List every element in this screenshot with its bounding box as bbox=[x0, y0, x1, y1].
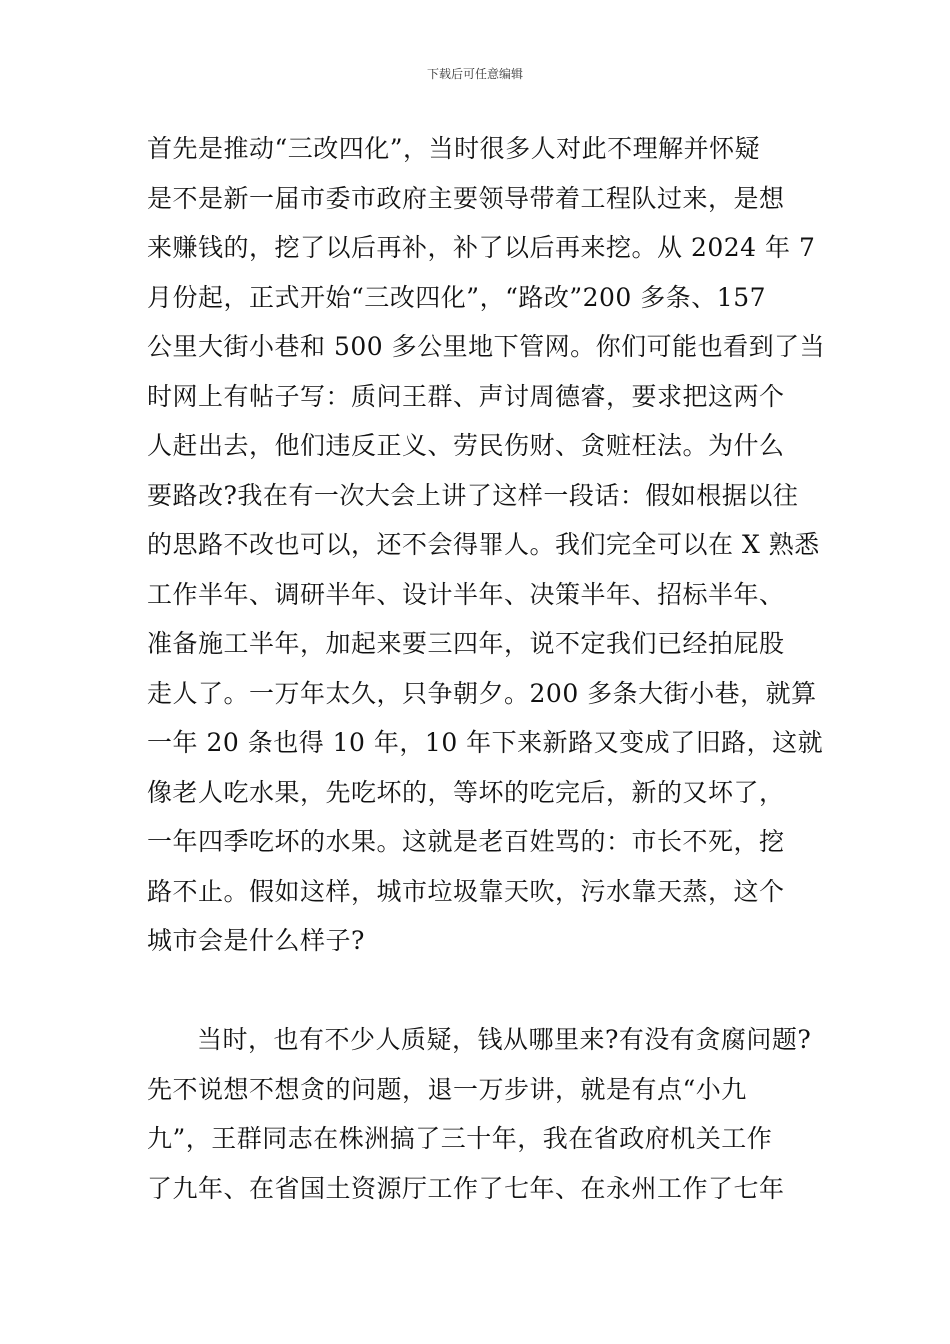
text-line: 首先是推动“三改四化”，当时很多人对此不理解并怀疑 bbox=[147, 134, 761, 163]
text-line: 当时，也有不少人质疑，钱从哪里来?有没有贪腐问题? bbox=[197, 1025, 812, 1054]
text-line: 走人了。一万年太久，只争朝夕。200 多条大街小巷，就算 bbox=[147, 678, 817, 708]
text-line: 一年四季吃坏的水果。这就是老百姓骂的：市长不死，挖 bbox=[147, 827, 785, 856]
text-line: 像老人吃水果，先吃坏的，等坏的吃完后，新的又坏了， bbox=[147, 777, 785, 807]
text-line: 一年 20 条也得 10 年，10 年下来新路又变成了旧路，这就 bbox=[147, 728, 824, 757]
text-line: 人赶出去，他们违反正义、劳民伤财、贪赃枉法。为什么 bbox=[147, 431, 785, 460]
text-line: 先不说想不想贪的问题，退一万步讲，就是有点“小九 bbox=[147, 1074, 747, 1104]
text-line: 时网上有帖子写：质问王群、声讨周德睿，要求把这两个 bbox=[147, 381, 785, 411]
text-line: 路不止。假如这样，城市垃圾靠天吹，污水靠天蒸，这个 bbox=[147, 876, 785, 906]
text-line: 了九年、在省国土资源厅工作了七年、在永州工作了七年 bbox=[147, 1173, 785, 1203]
text-line: 是不是新一届市委市政府主要领导带着工程队过来，是想 bbox=[147, 183, 785, 213]
text-line: 九”，王群同志在株洲搞了三十年，我在省政府机关工作 bbox=[147, 1124, 773, 1153]
text-line: 来赚钱的，挖了以后再补，补了以后再来挖。从 2024 年 7 bbox=[147, 233, 816, 262]
paragraph-spacer bbox=[147, 966, 812, 1016]
text-line: 要路改?我在有一次大会上讲了这样一段话：假如根据以往 bbox=[147, 480, 799, 510]
text-line: 工作半年、调研半年、设计半年、决策半年、招标半年、 bbox=[147, 579, 785, 609]
text-line: 城市会是什么样子? bbox=[147, 926, 365, 955]
document-body bbox=[147, 124, 826, 1213]
text-line: 的思路不改也可以，还不会得罪人。我们完全可以在 X 熟悉 bbox=[147, 530, 820, 559]
text-line: 月份起，正式开始“三改四化”，“路改”200 多条、157 bbox=[147, 282, 767, 312]
paragraph-1 bbox=[147, 124, 826, 966]
paragraph-2 bbox=[147, 1015, 812, 1213]
text-line: 准备施工半年，加起来要三四年，说不定我们已经拍屁股 bbox=[147, 629, 785, 658]
text-line: 公里大街小巷和 500 多公里地下管网。你们可能也看到了当 bbox=[147, 332, 826, 361]
page-header: 下载后可任意编辑 bbox=[426, 67, 523, 81]
